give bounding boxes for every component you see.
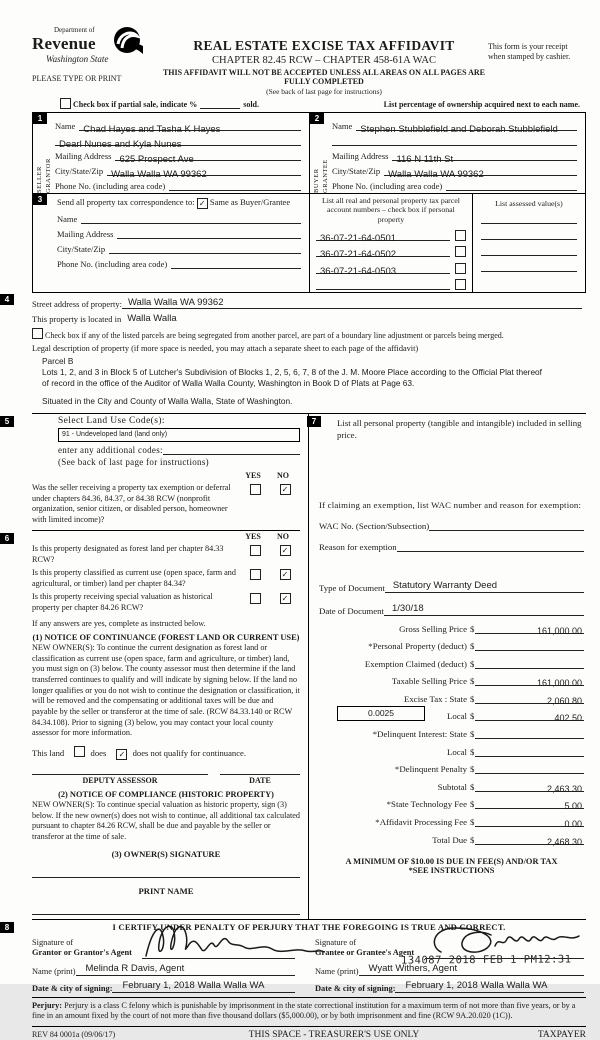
grantee-signature-block: Signature of Grantee or Grantee's Agent Name (print) Wyatt Withers, Agent Date & city of signing: February 1, 2018 Walla Walla WA bbox=[309, 934, 586, 993]
current-use-question: Is this property classified as current use (open space, farm and agricultural, or timber) land per chapter 84.34? ✓ bbox=[32, 568, 300, 589]
additional-codes-field[interactable] bbox=[163, 444, 300, 455]
local-rate-box[interactable]: 0.0025 bbox=[337, 706, 425, 721]
assessed-header: List assessed value(s) bbox=[495, 199, 563, 208]
date-label: DATE bbox=[220, 774, 300, 785]
buyer-city-label: City/State/Zip bbox=[332, 166, 381, 176]
land-does-checkbox[interactable] bbox=[74, 746, 85, 757]
corr-phone-label: Phone No. (including area code) bbox=[57, 259, 168, 269]
segregated-row bbox=[32, 328, 582, 340]
section-6-number: 6 bbox=[0, 533, 14, 544]
seller-city-label: City/State/Zip bbox=[55, 166, 104, 176]
certify-statement: I CERTIFY UNDER PENALTY OF PERJURY THAT THE FOREGOING IS TRUE AND CORRECT. bbox=[112, 921, 506, 932]
gross-selling-price-field[interactable]: 161,000.00 bbox=[475, 621, 584, 634]
forest-yes-checkbox[interactable] bbox=[250, 545, 261, 556]
buyer-phone-label: Phone No. (including area code) bbox=[332, 181, 443, 191]
yes-no-header: YES NO bbox=[245, 471, 289, 481]
parcel-3-personal-checkbox[interactable] bbox=[455, 263, 466, 274]
grantor-signature-field[interactable] bbox=[142, 934, 295, 959]
current-use-no-checkbox[interactable]: ✓ bbox=[280, 569, 291, 580]
owner-signature-label: (3) OWNER(S) SIGNATURE bbox=[111, 848, 221, 859]
type-of-document-label: Type of Document bbox=[319, 582, 385, 593]
corr-phone-field[interactable] bbox=[171, 257, 301, 269]
delinquent-penalty-row: *Delinquent Penalty $ bbox=[319, 761, 584, 774]
seller-exemption-yes-checkbox[interactable] bbox=[250, 484, 261, 495]
delinquent-interest-state-row: *Delinquent Interest: State $ bbox=[319, 726, 584, 739]
land-use-select[interactable]: 91 - Undeveloped land (land only) bbox=[58, 428, 300, 442]
historic-yes-checkbox[interactable] bbox=[250, 593, 261, 604]
parcel-4-personal-checkbox[interactable] bbox=[455, 279, 466, 290]
see-back-note: (See back of last page for instructions) bbox=[266, 87, 382, 96]
seller-side-label: SELLER GRANTOR bbox=[35, 158, 52, 193]
see-instructions-note: *SEE INSTRUCTIONS bbox=[408, 865, 495, 875]
buyer-name2-field[interactable] bbox=[332, 134, 577, 146]
excise-tax-local-field[interactable]: 402.50 bbox=[475, 708, 584, 721]
deputy-assessor-label: DEPUTY ASSESSOR bbox=[32, 774, 208, 785]
grantor-name-print-field[interactable]: Melinda R Davis, Agent bbox=[76, 963, 296, 976]
wac-label: WAC No. (Section/Subsection) bbox=[319, 520, 430, 531]
corr-mailing-field[interactable] bbox=[117, 227, 301, 239]
form-title: REAL ESTATE EXCISE TAX AFFIDAVIT bbox=[193, 38, 455, 53]
section-6 bbox=[4, 530, 300, 915]
parcel-1-personal-checkbox[interactable] bbox=[455, 230, 466, 241]
buyer-mailing-label: Mailing Address bbox=[332, 151, 389, 161]
personal-property-field[interactable] bbox=[319, 442, 584, 500]
grantor-signature-block: Signature of Grantor or Grantor's Agent Name (print) Melinda R Davis, Agent Date & city of signing: February 1, 2018 Walla Walla WA bbox=[32, 934, 309, 993]
historic-no-checkbox[interactable]: ✓ bbox=[280, 593, 291, 604]
corr-mailing-label: Mailing Address bbox=[57, 229, 114, 239]
street-address-field[interactable]: Walla Walla WA 99362 bbox=[122, 297, 582, 309]
legal-description-label: Legal description of property (if more space is needed, you may attach a separate sheet to each page of the affidavit) bbox=[32, 344, 419, 354]
please-type-label: PLEASE TYPE OR PRINT bbox=[32, 74, 122, 83]
seller-city-field[interactable]: Walla Walla WA 99362 bbox=[107, 164, 301, 176]
agency-name: Revenue bbox=[32, 34, 96, 53]
corr-city-label: City/State/Zip bbox=[57, 244, 106, 254]
total-due-row: Total Due $ 2,468.30 bbox=[319, 832, 584, 845]
gross-selling-price-row: Gross Selling Price $ 161,000.00 bbox=[319, 621, 584, 634]
dor-swoosh-icon bbox=[110, 26, 146, 58]
deputy-assessor-row bbox=[32, 774, 300, 785]
located-in-value: Walla Walla bbox=[127, 313, 177, 325]
owner-signature-field[interactable] bbox=[32, 863, 300, 878]
section-2-number: 2 bbox=[310, 113, 324, 124]
parcel-number-field[interactable]: 36-07-21-64-0501 bbox=[316, 228, 450, 241]
section-5-number: 5 bbox=[0, 416, 14, 427]
form-subtitle: CHAPTER 82.45 RCW – CHAPTER 458-61A WAC bbox=[212, 55, 436, 66]
forest-no-checkbox[interactable]: ✓ bbox=[280, 545, 291, 556]
delinquent-interest-state-field[interactable] bbox=[475, 726, 584, 739]
legal-description-text: Parcel B Lots 1, 2, and 3 in Block 5 of Lutcher's Subdivision of Blocks 1, 2, 5, 6, 7, 8 of the J. M. Moore Place according to the Official Plat thereof of record in the office of the Auditor of Walla Walla County, Washington in Book D of Plats at Page 63. Situated in the City and County of Walla Walla, State of Washington. bbox=[42, 356, 542, 407]
seller-name-label: Name bbox=[55, 121, 76, 131]
street-address-label: Street address of property: bbox=[32, 299, 122, 310]
main-columns bbox=[4, 414, 586, 920]
exemption-header: If claiming an exemption, list WAC number and reason for exemption: bbox=[319, 499, 582, 510]
assessed-value-field[interactable] bbox=[481, 240, 577, 256]
section-4-number: 4 bbox=[0, 294, 14, 305]
same-as-buyer-checkbox[interactable]: ✓ bbox=[197, 198, 208, 209]
notice-compliance-title: (2) NOTICE OF COMPLIANCE (HISTORIC PROPERTY) bbox=[58, 790, 274, 800]
state-technology-fee-field[interactable]: 5.00 bbox=[475, 796, 584, 809]
treasurer-use-label: THIS SPACE - TREASURER'S USE ONLY bbox=[248, 1030, 420, 1040]
type-of-document-field[interactable]: Statutory Warranty Deed bbox=[385, 580, 584, 593]
delinquent-interest-local-field[interactable] bbox=[475, 744, 584, 757]
subtotal-field[interactable]: 2,463.30 bbox=[475, 779, 584, 792]
print-name-field[interactable] bbox=[32, 900, 300, 915]
seller-phone-field[interactable] bbox=[169, 179, 301, 191]
segregated-checkbox[interactable] bbox=[32, 328, 43, 339]
section-8-number: 8 bbox=[0, 922, 14, 933]
partial-sale-percent-field[interactable] bbox=[200, 108, 240, 109]
section-3-number: 3 bbox=[33, 194, 47, 205]
affidavit-processing-fee-field[interactable]: 0.00 bbox=[475, 814, 584, 827]
seller-mailing-label: Mailing Address bbox=[55, 151, 112, 161]
current-use-yes-checkbox[interactable] bbox=[250, 569, 261, 580]
parcel-number-field[interactable]: 36-07-21-64-0502 bbox=[316, 244, 450, 257]
forest-land-question: Is this property designated as forest land per chapter 84.33 RCW? ✓ bbox=[32, 544, 300, 565]
form-footer bbox=[32, 1027, 586, 1040]
form-header bbox=[32, 26, 586, 96]
land-use-label: Select Land Use Code(s): bbox=[58, 416, 165, 427]
seller-phone-label: Phone No. (including area code) bbox=[55, 181, 166, 191]
grantor-name-print-label: Name (print) bbox=[32, 966, 76, 976]
taxable-selling-price-row: Taxable Selling Price $ 161,000.00 bbox=[319, 673, 584, 686]
excise-tax-state-field[interactable]: 2,060.80 bbox=[475, 691, 584, 704]
buyer-name-label: Name bbox=[332, 121, 353, 131]
assessed-values-column bbox=[472, 194, 585, 292]
section-7-number: 7 bbox=[307, 416, 321, 427]
taxpayer-label: TAXPAYER bbox=[537, 1030, 586, 1040]
grantor-signature-ink bbox=[142, 918, 327, 964]
assessed-value-field[interactable] bbox=[481, 256, 577, 272]
form-warning: THIS AFFIDAVIT WILL NOT BE ACCEPTED UNLESS ALL AREAS ON ALL PAGES ARE FULLY COMPLETED bbox=[162, 68, 486, 86]
delinquent-interest-local-row: Local $ bbox=[319, 744, 584, 757]
ownership-note: List percentage of ownership acquired next to each name. bbox=[383, 100, 580, 109]
personal-property-deduct-field[interactable] bbox=[475, 638, 584, 651]
grantee-sig-label: Grantee or Grantee's Agent bbox=[315, 948, 415, 958]
grantee-date-city-label: Date & city of signing: bbox=[315, 983, 396, 993]
right-column bbox=[309, 414, 586, 919]
seller-mailing-field[interactable]: 625 Prospect Ave bbox=[115, 149, 301, 161]
dor-logo-block bbox=[32, 26, 160, 96]
buyer-name-field[interactable]: Stephen Stubblefield and Deborah Stubblefield bbox=[356, 119, 577, 131]
left-column bbox=[4, 414, 309, 919]
buyer-side-label: BUYER GRANTEE bbox=[312, 159, 329, 193]
property-section bbox=[4, 293, 586, 414]
seller-section bbox=[33, 113, 309, 193]
grantor-date-city-label: Date & city of signing: bbox=[32, 983, 113, 993]
subtotal-row: Subtotal $ 2,463.30 bbox=[319, 779, 584, 792]
corr-city-field[interactable] bbox=[109, 242, 301, 254]
grantee-name-print-label: Name (print) bbox=[315, 966, 359, 976]
seller-name2-field[interactable]: Dearl Nunes and Kyla Nunes bbox=[55, 134, 301, 146]
agency-name-small: Department of bbox=[54, 26, 95, 34]
seller-exemption-question: Was the seller receiving a property tax exemption or deferral under chapters 84.36, 84.37, or 84.38 RCW (nonprofit organization, senior citizen, or disabled person, homeowner with limited income)? ✓ bbox=[32, 483, 300, 525]
corr-name-label: Name bbox=[57, 214, 78, 224]
grantee-date-city-field[interactable]: February 1, 2018 Walla Walla WA bbox=[395, 980, 584, 993]
print-name-label: PRINT NAME bbox=[138, 885, 194, 896]
date-of-document-field[interactable]: 1/30/18 bbox=[384, 603, 584, 616]
if-yes-note: If any answers are yes, complete as instructed below. bbox=[32, 619, 206, 629]
correspondence-section bbox=[32, 194, 586, 293]
partial-sale-checkbox[interactable] bbox=[60, 98, 71, 109]
taxable-selling-price-field[interactable]: 161,000.00 bbox=[475, 673, 584, 686]
title-block bbox=[160, 26, 488, 96]
parcel-header: List all real and personal property tax parcel account numbers – check box if personal property bbox=[321, 196, 460, 224]
segregated-label: Check box if any of the listed parcels are being segregated from another parcel, are part of a boundary line adjustment or parcels being merged. bbox=[45, 331, 504, 341]
additional-codes-label: enter any additional codes: bbox=[58, 445, 163, 456]
notice-continuance-title: (1) NOTICE OF CONTINUANCE (FOREST LAND OR CURRENT USE) bbox=[32, 633, 300, 643]
assessed-value-field[interactable] bbox=[481, 224, 577, 240]
buyer-phone-field[interactable] bbox=[446, 179, 577, 191]
date-of-document-label: Date of Document bbox=[319, 605, 384, 616]
minimum-fee-note: A MINIMUM OF $10.00 IS DUE IN FEE(S) AND/OR TAX bbox=[345, 856, 558, 866]
located-in-label: This property is located in bbox=[32, 314, 122, 325]
form-number: REV 84 0001a (09/06/17) bbox=[32, 1030, 116, 1039]
state-technology-fee-row: *State Technology Fee $ 5.00 bbox=[319, 796, 584, 809]
cashier-stamp: 134087 2018 FEB 1 PM12:31 bbox=[401, 953, 573, 967]
assessed-value-field[interactable] bbox=[481, 208, 577, 224]
perjury-statement: Perjury: Perjury is a class C felony which is punishable by imprisonment in the state correctional institution for a maximum term of not more than five years, or by a fine in an amount fixed by the court of not more than five thousand dollars ($5,000.00), or by both imprisonment and fine (RCW 9A.20.020 (1C)). bbox=[32, 998, 586, 1027]
reason-label: Reason for exemption bbox=[319, 541, 397, 552]
reason-field[interactable] bbox=[397, 540, 584, 552]
personal-property-label: List all personal property (tangible and intangible) included in selling price. bbox=[337, 418, 582, 441]
exemption-claimed-row: Exemption Claimed (deduct) $ bbox=[319, 656, 584, 669]
seller-name-field[interactable]: Chad Hayes and Tasha K Hayes bbox=[79, 119, 301, 131]
seller-exemption-no-checkbox[interactable]: ✓ bbox=[280, 484, 291, 495]
personal-property-deduct-row: *Personal Property (deduct) $ bbox=[319, 638, 584, 651]
delinquent-penalty-field[interactable] bbox=[475, 761, 584, 774]
continuance-qualify-row: This land does ✓ does not qualify for continuance. bbox=[32, 748, 246, 760]
excise-tax-local-row: 0.0025 Local $ 402.50 bbox=[319, 708, 584, 721]
parcel-number-field[interactable] bbox=[316, 277, 450, 290]
corr-name-field[interactable] bbox=[81, 212, 301, 224]
grantor-sig-label: Grantor or Grantor's Agent bbox=[32, 948, 132, 958]
notice-continuance-body: NEW OWNER(S): To continue the current designation as forest land or classification as current use (open space, farm and agriculture, or timber) land, you must sign on (3) below. The county assessor must then determine if the land transferred continues to qualify and will indicate by signing below. If the land no longer qualifies or you do not wish to continue the designation or classification, it will be removed and the compensating or additional taxes will be due and payable by the seller or transferor at the time of sale. (RCW 84.33.140 or RCW 84.34.108). Prior to signing (3) below, you may contact your local county assessor for more information. bbox=[32, 643, 300, 738]
wac-field[interactable] bbox=[429, 519, 584, 531]
excise-tax-state-row: Excise Tax : State $ 2,060.80 bbox=[319, 691, 584, 704]
notice-compliance-body: NEW OWNER(S): To continue special valuation as historic property, sign (3) below. If the new owner(s) does not wish to continue, all additional tax calculated pursuant to chapter 84.26 RCW, shall be due and payable by the seller or transferor at the time of sale. bbox=[32, 800, 300, 842]
grantee-name-print-field[interactable]: Wyatt Withers, Agent bbox=[359, 963, 585, 976]
buyer-section bbox=[309, 113, 585, 193]
same-as-buyer-label: Same as Buyer/Grantee bbox=[209, 197, 291, 207]
parties-box bbox=[32, 112, 586, 194]
section-1-number: 1 bbox=[33, 113, 47, 124]
buyer-city-field[interactable]: Walla Walla WA 99362 bbox=[384, 164, 577, 176]
parcel-number-field[interactable]: 36-07-21-64-0503 bbox=[316, 261, 450, 274]
agency-subname: Washington State bbox=[46, 54, 109, 64]
see-back-note-2: (See back of last page for instructions) bbox=[58, 457, 209, 468]
receipt-note: This form is your receipt when stamped by cashier. bbox=[488, 42, 571, 61]
total-due-field[interactable]: 2,468.30 bbox=[475, 832, 584, 845]
partial-sale-label: Check box if partial sale, indicate % bbox=[73, 100, 198, 109]
parcel-2-personal-checkbox[interactable] bbox=[455, 246, 466, 257]
yes-no-header-2: YES NO bbox=[245, 532, 289, 542]
affidavit-processing-fee-row: *Affidavit Processing Fee $ 0.00 bbox=[319, 814, 584, 827]
historic-question: Is this property receiving special valuation as historical property per chapter 84.26 RCW? ✓ bbox=[32, 592, 300, 613]
correspondence-header: Send all property tax correspondence to: ✓ Same as Buyer/Grantee bbox=[57, 197, 291, 208]
buyer-mailing-field[interactable]: 116 N 11th St bbox=[392, 149, 577, 161]
land-does-not-checkbox[interactable]: ✓ bbox=[116, 749, 127, 760]
sold-label: sold. bbox=[243, 100, 260, 109]
grantor-date-city-field[interactable]: February 1, 2018 Walla Walla WA bbox=[112, 980, 295, 993]
partial-sale-row bbox=[60, 98, 586, 109]
parcel-numbers-column bbox=[309, 194, 472, 292]
exemption-claimed-field[interactable] bbox=[475, 656, 584, 669]
